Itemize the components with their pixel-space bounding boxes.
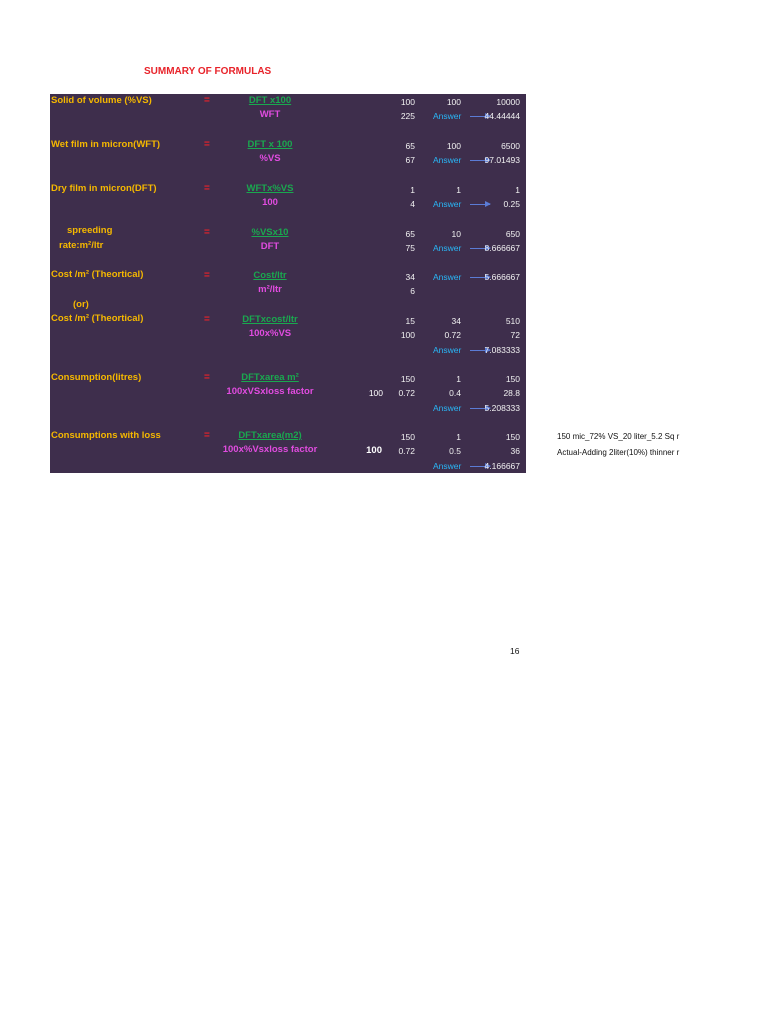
row8-label: Consumptions with loss [51,430,161,441]
row5-answer-label: Answer [433,272,462,282]
row7-value: 150 [505,374,520,384]
row6-value: 34 [451,316,461,326]
row4-value: 75 [405,243,415,253]
row4-denominator: DFT [260,241,280,252]
row1-denominator: WFT [259,109,281,120]
row8-denominator: 100x%Vsxloss factor [222,444,318,455]
row6-or-label: (or) [73,299,89,310]
row4-label-unit: rate:m²/ltr [59,240,104,251]
row3-value: 1 [515,185,520,195]
row6-value: 100 [400,330,415,340]
formula-table [50,94,526,473]
row2-value: 67 [405,155,415,165]
row8-answer-label: Answer [433,461,462,471]
row7-answer-label: Answer [433,403,462,413]
row6-answer: 7.083333 [484,345,520,355]
row8-value: 150 [400,432,415,442]
row4-value: 65 [405,229,415,239]
row7-value: 28.8 [503,388,520,398]
row7-value: 1 [456,374,461,384]
row1-answer: 44.44444 [484,111,520,121]
row6-answer-label: Answer [433,345,462,355]
row4-answer: 8.666667 [484,243,520,253]
row8-value: 0.72 [398,446,415,456]
row7-value: 150 [400,374,415,384]
row2-value: 65 [405,141,415,151]
row4-answer-label: Answer [433,243,462,253]
row6-value: 0.72 [444,330,461,340]
row6-value: 15 [405,316,415,326]
row8-value: 100 [366,445,382,456]
row4-numerator: %VSx10 [251,227,289,238]
row8-value: 0.5 [449,446,461,456]
row3-answer-label: Answer [433,199,462,209]
row1-numerator: DFT x100 [248,95,292,106]
row3-answer: 0.25 [503,199,520,209]
row6-numerator: DFTxcost/ltr [242,314,298,325]
row7-denominator: 100xVSxloss factor [226,386,314,397]
row7-answer: 5.208333 [484,403,520,413]
page-number: 16 [510,646,520,656]
row5-denominator: m²/ltr [258,284,282,295]
row6-denominator: 100x%VS [248,328,292,339]
row6-value: 510 [505,316,520,326]
row1-value: 100 [400,97,415,107]
row5-label: Cost /m² (Theortical) [51,269,144,280]
row5-equals: = [204,270,210,281]
row3-numerator: WFTx%VS [246,183,294,194]
row3-denominator: 100 [262,197,278,208]
row2-value: 100 [446,141,461,151]
row1-value: 225 [400,111,415,121]
row7-equals: = [204,372,210,383]
row1-answer-label: Answer [433,111,462,121]
row7-value: 0.72 [398,388,415,398]
row8-equals: = [204,430,210,441]
row7-label: Consumption(litres) [51,372,142,383]
row4-equals: = [204,227,210,238]
row2-numerator: DFT x 100 [247,139,293,150]
row8-value: 1 [456,432,461,442]
row2-label: Wet film in micron(WFT) [51,139,161,150]
row4-label: spreeding [67,225,113,236]
row4-value: 10 [451,229,461,239]
row3-label: Dry film in micron(DFT) [51,183,157,194]
row1-equals: = [204,95,210,106]
row3-equals: = [204,183,210,194]
row4-value: 650 [505,229,520,239]
row3-value: 4 [410,199,415,209]
row8-value: 36 [510,446,520,456]
row7-value: 0.4 [449,388,461,398]
row5-value: 34 [405,272,415,282]
row7-numerator: DFTxarea m² [241,372,299,383]
row6-equals: = [204,314,210,325]
row2-answer: 97.01493 [484,155,520,165]
side-note: 150 mic_72% VS_20 liter_5.2 Sq r [557,432,680,441]
row8-numerator: DFTxarea(m2) [238,430,302,441]
row1-value: 100 [446,97,461,107]
row7-value: 100 [368,388,383,398]
row6-label: Cost /m² (Theortical) [51,313,144,324]
row1-value: 10000 [496,97,520,107]
row3-value: 1 [456,185,461,195]
row8-value: 150 [505,432,520,442]
row2-denominator: %VS [259,153,281,164]
row3-value: 1 [410,185,415,195]
row6-value: 72 [510,330,520,340]
row8-answer: 4.166667 [484,461,520,471]
row5-value: 6 [410,286,415,296]
row1-label: Solid of volume (%VS) [51,95,152,106]
row2-value: 6500 [501,141,520,151]
page-title: SUMMARY OF FORMULAS [144,66,272,77]
row5-answer: 5.666667 [484,272,520,282]
row2-equals: = [204,139,210,150]
side-note: Actual-Adding 2liter(10%) thinner r [557,448,680,457]
row2-answer-label: Answer [433,155,462,165]
row5-numerator: Cost/ltr [253,270,287,281]
